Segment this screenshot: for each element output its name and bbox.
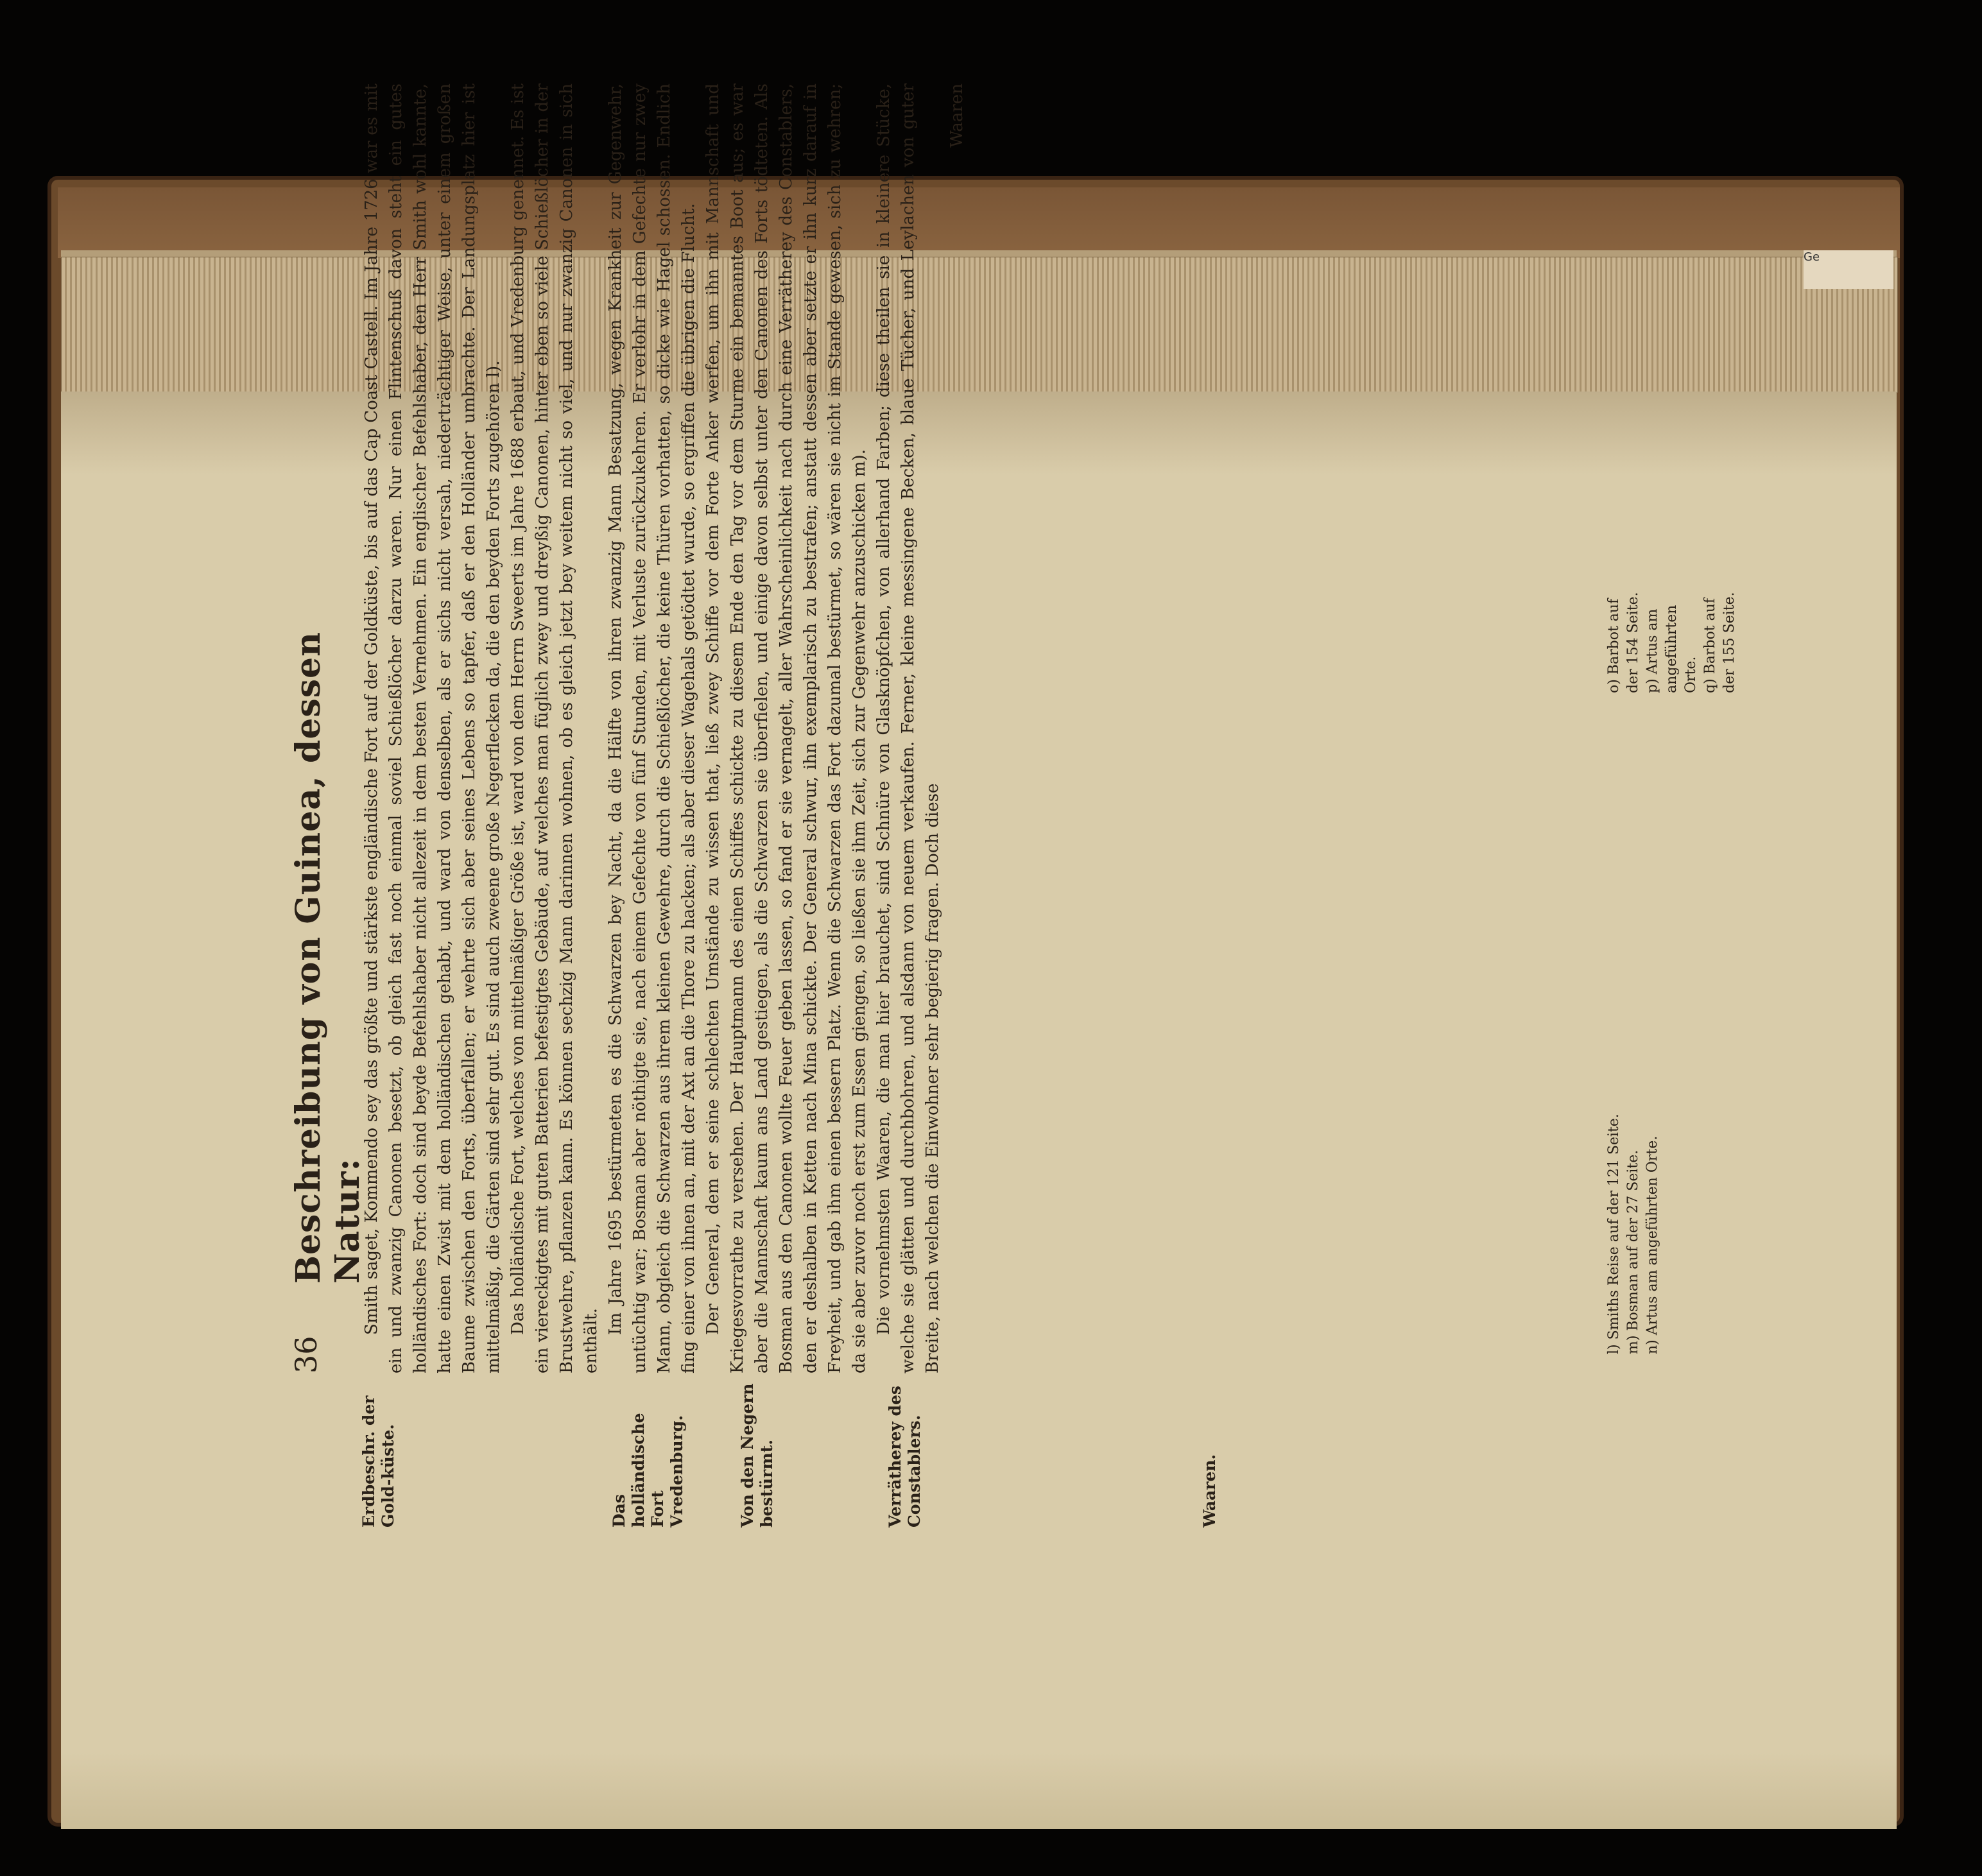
main-text bbox=[359, 83, 969, 1373]
footnotes-right bbox=[1605, 584, 1739, 693]
book-spine bbox=[58, 187, 1900, 258]
footnote: q) Barbot auf der 155 Seite. bbox=[1702, 592, 1737, 693]
footnote: m) Bosman auf der 27 Seite. bbox=[1625, 1149, 1641, 1354]
page-bottom-shade bbox=[61, 1752, 1897, 1829]
footnotes-left bbox=[1605, 1114, 1662, 1354]
paragraph: Das holländische Fort, welches von mittelmäßiger Größe ist, ward von dem Herrn Sweerts im Jahre 1688 erbaut, und Vredenburg genennet. Es ist ein viereckigtes mit guten Batterien befestigtes Gebäude, auf welches man füglich zwey und dreyßig Canonen, hinter eben so viele Schießlöcher in der Brustwehre, pflanzen kann. Es können sechzig Mann darinnen wohnen, ob es gleich jetzt bey weitem nicht so viel, und nur zwanzig Canonen in sich enthält. bbox=[508, 83, 601, 1373]
page-gutter-shade bbox=[61, 392, 1897, 475]
paragraph: Die vornehmsten Waaren, die man hier brauchet, sind Schnüre von Glasknöpfchen, von allerhand Farben; diese theilen sie in kleinere Stücke, welche sie glätten und durchbohren, und alsdann von neuem verkaufen. Ferner, kleine messingene Becken, blaue Tücher, und Leylachen von guter Breite, nach welchen die Einwohner sehr begierig fragen. Doch diese bbox=[874, 83, 942, 1373]
page-edges bbox=[61, 257, 1898, 393]
footnote: p) Artus am angeführten Orte. bbox=[1644, 605, 1699, 693]
page-header bbox=[289, 584, 367, 1527]
paragraph: Smith saget, Kommendo sey das größte und stärkste engländische Fort auf der Goldküste, bis auf das Cap Coast Castell. Im Jahre 1726 war es mit ein und zwanzig Canonen besetzt, ob gleich fast noch einmal soviel Schießlöcher darzu waren. Nur einen Flintenschuß davon steht ein gutes holländisches Fort: doch sind beyde Befehlshaber nicht allezeit in dem besten Vernehmen. Ein englischer Befehlshaber, den Herr Smith wohl kannte, hatte einen Zwist mit dem holländischen gehabt, und ward von denselben, als er sichs nicht versah, niederträchtiger Weise, unter einem großen Baume zwischen den Forts, überfallen; er wehrte sich aber seines Lebens so tapfer, daß er den Holländer umbrachte. Der Landungsplatz hier ist mittelmäßig, die Gärten sind sehr gut. Es sind auch zweene große Negerflecken da, die den beyden Forts zugehören l). bbox=[362, 83, 503, 1373]
page-title: Beschreibung von Guinea, dessen Natur: bbox=[289, 632, 367, 1284]
rotated-text-block bbox=[289, 83, 1746, 1527]
margin-note: Erdbeschr. der Gold-küste. bbox=[359, 1395, 397, 1527]
footnote: o) Barbot auf der 154 Seite. bbox=[1606, 592, 1641, 693]
footnote: n) Artus am angeführten Orte. bbox=[1644, 1135, 1660, 1354]
paragraph: Im Jahre 1695 bestürmeten es die Schwarzen bey Nacht, da die Hälfte von ihren zwanzig Mann Besatzung, wegen Krankheit zur Gegenwehr, untüchtig war; Bosman aber nöthigte sie, nach einem Gefechte von fünf Stunden, mit Verluste zurückzukehren. Er verlohr in dem Gefechte nur zwey Mann, obgleich die Schwarzen aus ihrem kleinen Gewehre, durch die Schießlöcher, die keine Thüren vorhatten, so dicke wie Hagel schossen. Endlich fing einer von ihnen an, mit der Axt an die Thore zu hacken; als aber dieser Wagehals getödtet wurde, so ergriffen die übrigen die Flucht. bbox=[606, 83, 698, 1373]
page-number: 36 bbox=[289, 1336, 323, 1373]
footnote: l) Smiths Reise auf der 121 Seite. bbox=[1606, 1114, 1622, 1354]
catchword: Waaren bbox=[947, 83, 967, 148]
margin-note: Verrätherey des Constablers. bbox=[886, 1386, 924, 1527]
margin-note: Von den Negern bestürmt. bbox=[738, 1383, 776, 1527]
margin-note: Das holländische Fort Vredenburg. bbox=[610, 1413, 686, 1527]
tab-text: Ge bbox=[1804, 250, 1820, 264]
paragraph: Der General, dem er seine schlechten Umstände zu wissen that, ließ zwey Schiffe vor dem Forte Anker werfen, um ihn mit Mannschaft und Kriegesvorrathe zu versehen. Der Hauptmann des einen Schiffes schickte zu diesem Ende den Tag vor dem Sturme ein bemanntes Boot aus; es war aber die Mannschaft kaum ans Land gestiegen, als die Schwarzen sie überfielen, und einige davon selbst unter den Canonen des Forts tödteten. Als Bosman aus den Canonen wollte Feuer geben lassen, so fand er sie vernagelt, aller Wahrscheinlichkeit nach durch eine Verrätherey des Constablers, den er deshalben in Ketten nach Mina schickte. Der General schwur, ihn exemplarisch zu bestrafen; anstatt dessen aber setzte er ihn kurz darauf in Freyheit, und gab ihm einen bessern Platz. Wenn die Schwarzen das Fort dazumal bestürmet, so wären sie nicht im Stande gewesen, sich zu wehren; da sie aber zuvor noch erst zum Essen giengen, so ließen sie ihm Zeit, sich zur Gegenwehr anzuschicken m). bbox=[703, 83, 869, 1373]
margin-note: Waaren. bbox=[1200, 1454, 1219, 1527]
page-tab bbox=[1804, 250, 1893, 289]
